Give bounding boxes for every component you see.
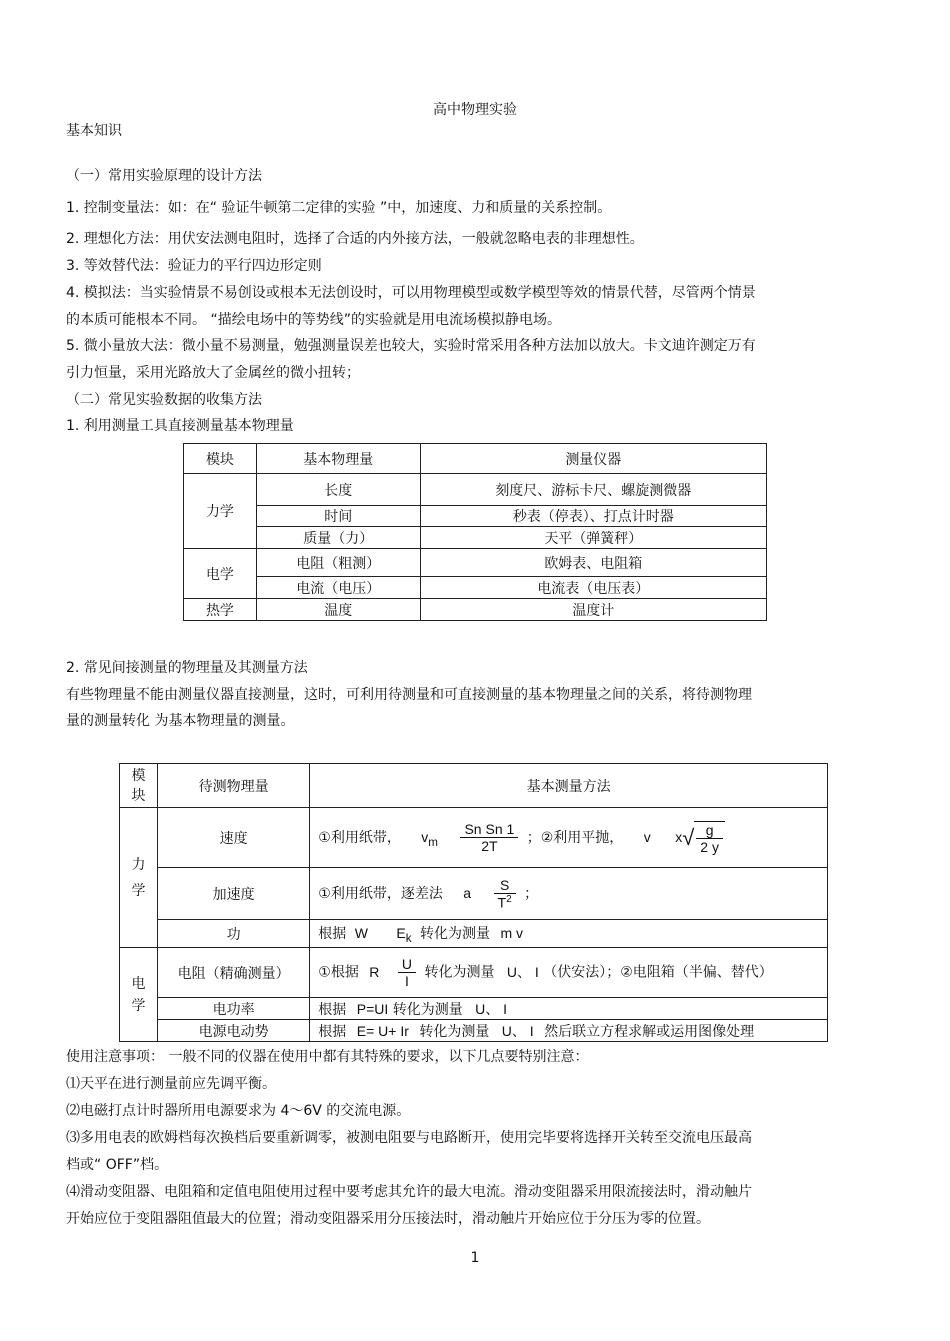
part2-heading: （二）常见实验数据的收集方法 <box>66 392 262 408</box>
paragraph: 量的测量转化 为基本物理量的测量。 <box>66 713 295 729</box>
note-item: ⑶多用电表的欧姆档每次换档后要重新调零，被测电阻要与电路断开，使用完毕要将选择开关转至交流电压最高 <box>66 1130 752 1146</box>
module-cell: 力学 <box>184 474 257 549</box>
note-item: ⑷滑动变阻器、电阻箱和定值电阻使用过程中要考虑其允许的最大电流。滑动变阻器采用限流接法时，滑动触片 <box>66 1184 752 1200</box>
formula-symbol: E <box>396 924 406 941</box>
table-cell: 质量（力） <box>256 527 420 549</box>
formula-symbol: P=UI <box>356 1000 389 1017</box>
fraction-denominator: 2 y <box>700 838 719 855</box>
formula-symbol: m v <box>500 924 524 941</box>
table-header: 模块 <box>120 764 158 808</box>
table-cell: 天平（弹簧秤） <box>420 527 766 549</box>
method-cell <box>310 868 828 920</box>
indirect-measure-table <box>119 763 828 1042</box>
table-cell: 电阻（精确测量） <box>157 948 309 998</box>
method-text: 转化为测量 <box>419 1023 490 1040</box>
table-cell: 长度 <box>256 474 420 506</box>
note-item: ⑵电磁打点计时器所用电源要求为 4～6V 的交流电源。 <box>66 1103 411 1119</box>
module-cell: 热学 <box>184 599 257 621</box>
formula-symbol: a <box>463 884 472 901</box>
fraction-numerator: g <box>696 822 723 839</box>
method-text: 转化为测量 <box>424 964 495 981</box>
fraction-denominator: I <box>404 973 409 989</box>
method-text: 根据 <box>318 925 347 942</box>
formula-symbol: U、 I <box>475 1000 508 1017</box>
module-cell: 电学 <box>184 549 257 599</box>
page-title: 高中物理实验 <box>433 102 517 118</box>
table-cell: 加速度 <box>157 868 309 920</box>
sqrt-icon: √ <box>682 824 695 850</box>
method-cell <box>310 1020 828 1042</box>
method-text: 转化为测量 <box>420 925 491 942</box>
formula-symbol: v <box>421 828 429 845</box>
table-cell: 速度 <box>157 808 309 868</box>
table-cell: 秒表（停表）、打点计时器 <box>420 506 766 527</box>
method-text: ； <box>524 885 539 902</box>
formula-symbol: R <box>369 963 380 980</box>
formula-symbol: E= U+ Ir <box>356 1022 409 1039</box>
table-cell: 电源电动势 <box>157 1020 309 1042</box>
method-text: 转化为测量 <box>392 1001 463 1018</box>
section-heading: 基本知识 <box>66 123 122 139</box>
method-text: ①利用纸带，逐差法 <box>318 885 443 902</box>
table-cell: 功 <box>157 920 309 948</box>
notes-intro: 使用注意事项： 一般不同的仪器在使用中都有其特殊的要求，以下几点要特别注意： <box>66 1049 589 1065</box>
method-cell <box>310 948 828 998</box>
paragraph: 2. 理想化方法：用伏安法测电阻时，选择了合适的内外接方法，一般就忽略电表的非理想性。 <box>66 231 644 247</box>
formula-symbol: x <box>675 828 683 845</box>
fraction-numerator: S <box>494 877 516 894</box>
method-cell <box>310 808 828 868</box>
table-cell: 电流（电压） <box>256 577 420 599</box>
formula-symbol: W <box>354 924 368 941</box>
table-cell: 时间 <box>256 506 420 527</box>
table-cell: 刻度尺、游标卡尺、螺旋测微器 <box>420 474 766 506</box>
note-item: ⑴天平在进行测量前应先调平衡。 <box>66 1076 276 1092</box>
fraction-denominator: $T^2$ <box>497 893 512 911</box>
formula-fraction <box>398 956 416 989</box>
fraction-numerator: Sn Sn 1 <box>460 821 518 838</box>
paragraph: 5. 微小量放大法：微小量不易测量，勉强测量误差也较大，实验时常采用各种方法加以放大。卡文迪许测定万有 <box>66 338 756 354</box>
formula-fraction <box>494 877 516 911</box>
sub-heading: 2. 常见间接测量的物理量及其测量方法 <box>66 660 308 676</box>
method-cell <box>310 998 828 1020</box>
method-text: 根据 <box>318 1001 347 1018</box>
formula-symbol: U、 I <box>501 1022 534 1039</box>
method-text: 然后联立方程求解或运用图像处理 <box>544 1023 755 1040</box>
table-cell: 温度 <box>256 599 420 621</box>
sub-heading: 1. 利用测量工具直接测量基本物理量 <box>66 418 294 434</box>
part1-heading: （一）常用实验原理的设计方法 <box>66 168 262 184</box>
formula-fraction <box>460 821 518 854</box>
formula-fraction <box>694 821 725 855</box>
paragraph: 有些物理量不能由测量仪器直接测量，这时，可利用待测量和可直接测量的基本物理量之间的关系，将待测物理 <box>66 687 752 703</box>
note-item: 开始应位于变阻器阻值最大的位置；滑动变阻器采用分压接法时，滑动触片开始应位于分压为零的位置。 <box>66 1211 710 1227</box>
fraction-numerator: U <box>398 956 416 973</box>
paragraph: 的本质可能根本不同。 “描绘电场中的等势线”的实验就是用电流场模拟静电场。 <box>66 312 561 328</box>
method-text: （伏安法）；②电阻箱（半偏、替代） <box>543 964 773 981</box>
note-item: 档或“ OFF”档。 <box>66 1157 169 1173</box>
method-text: ①根据 <box>318 964 359 981</box>
table-cell: 电功率 <box>157 998 309 1020</box>
paragraph: 引力恒量，采用光路放大了金属丝的微小扭转； <box>66 365 360 381</box>
table-cell: 温度计 <box>420 599 766 621</box>
table-header: 模块 <box>184 444 257 474</box>
fraction-denominator: 2T <box>481 838 498 854</box>
table-cell: 电阻（粗测） <box>256 549 420 577</box>
direct-measure-table <box>183 443 767 621</box>
module-cell: 力学 <box>120 808 158 948</box>
formula-subscript: m <box>428 835 439 849</box>
formula-symbol: v <box>643 828 651 845</box>
paragraph: 1. 控制变量法：如：在“ 验证牛顿第二定律的实验 ”中，加速度、力和质量的关系控制。 <box>66 200 612 216</box>
method-text: ；②利用平抛， <box>526 829 624 846</box>
page-number: 1 <box>470 1250 480 1266</box>
table-header: 基本物理量 <box>256 444 420 474</box>
table-header: 测量仪器 <box>420 444 766 474</box>
table-header: 待测物理量 <box>157 764 309 808</box>
table-cell: 电流表（电压表） <box>420 577 766 599</box>
formula-subscript: k <box>405 931 412 945</box>
method-text: 根据 <box>318 1023 347 1040</box>
paragraph: 3. 等效替代法：验证力的平行四边形定则 <box>66 258 322 274</box>
formula-symbol: U、 I <box>506 963 539 980</box>
table-cell: 欧姆表、电阻箱 <box>420 549 766 577</box>
method-cell <box>310 920 828 948</box>
table-header: 基本测量方法 <box>310 764 828 808</box>
paragraph: 4. 模拟法：当实验情景不易创设或根本无法创设时，可以用物理模型或数学模型等效的情景代替，尽管两个情景 <box>66 285 756 301</box>
method-text: ①利用纸带， <box>318 829 401 846</box>
module-cell: 电学 <box>120 948 158 1042</box>
